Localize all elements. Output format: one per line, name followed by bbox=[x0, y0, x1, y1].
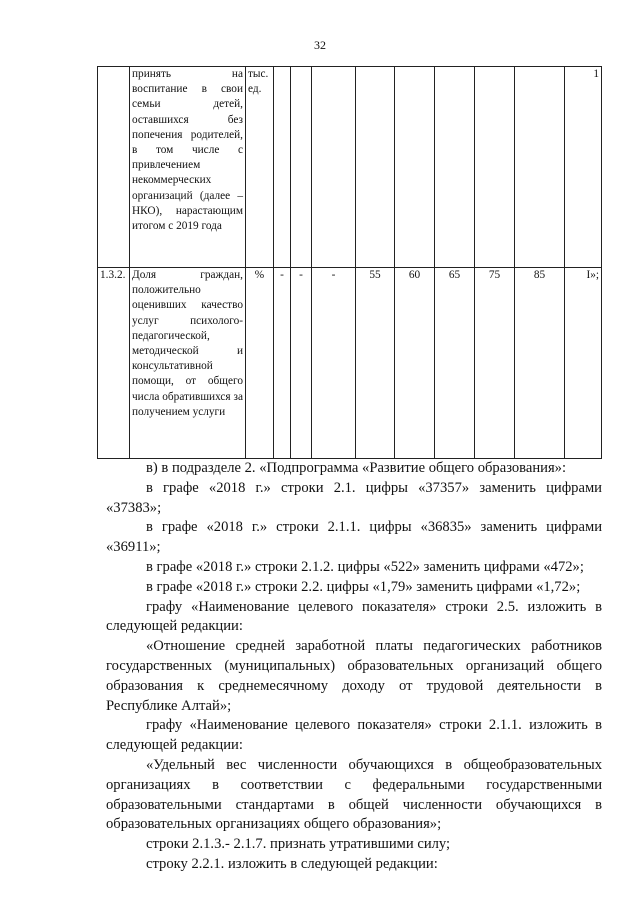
unit-cell: тыс. ед. bbox=[246, 67, 274, 268]
value-cell bbox=[312, 67, 356, 268]
value-cell bbox=[435, 67, 475, 268]
value-cell: 65 bbox=[435, 268, 475, 459]
value-cell: 60 bbox=[395, 268, 435, 459]
value-cell: - bbox=[312, 268, 356, 459]
paragraph: в) в подразделе 2. «Подпрограмма «Развитие общего образования»: bbox=[146, 460, 567, 476]
last-value-cell: I»; bbox=[565, 268, 602, 459]
paragraph: в графе «2018 г.» строки 2.2. цифры «1,79» заменить цифрами «1,72»; bbox=[146, 578, 581, 595]
paragraph: графу «Наименование целевого показателя» строки 2.1.1. изложить в следующей редакции: bbox=[106, 717, 602, 754]
value-cell bbox=[274, 67, 291, 268]
value-cell: 55 bbox=[356, 268, 395, 459]
row-number: 1.3.2. bbox=[98, 268, 130, 459]
value-cell bbox=[395, 67, 435, 268]
paragraph: в графе «2018 г.» строки 2.1. цифры «37357» заменить цифрами «37383»; bbox=[106, 479, 602, 516]
value-cell bbox=[475, 67, 515, 268]
last-value-cell: 1 bbox=[565, 67, 602, 268]
paragraph: «Удельный вес численности обучающихся в общеобразовательных организациях в соответствии с федеральными государственными образовательными стандартами в общей численности обучающихся в образовательных организациях общего образования»; bbox=[106, 756, 602, 833]
paragraph: графу «Наименование целевого показателя» строки 2.5. изложить в следующей редакции: bbox=[106, 598, 602, 635]
unit-cell: % bbox=[246, 268, 274, 459]
value-cell bbox=[356, 67, 395, 268]
paragraph: в графе «2018 г.» строки 2.1.1. цифры «36835» заменить цифрами «36911»; bbox=[106, 519, 602, 556]
indicators-table bbox=[97, 66, 602, 459]
page-number: 32 bbox=[314, 38, 326, 52]
paragraph: «Отношение средней заработной платы педагогических работников государственных (муниципальных) образовательных организаций общего образования к среднемесячному доходу от трудовой деятельности в Республике Алтай»; bbox=[106, 638, 602, 714]
paragraph: строку 2.2.1. изложить в следующей редакции: bbox=[146, 855, 438, 872]
table-row bbox=[98, 268, 602, 459]
value-cell: - bbox=[274, 268, 291, 459]
paragraph: в графе «2018 г.» строки 2.1.2. цифры «522» заменить цифрами «472»; bbox=[146, 558, 584, 575]
value-cell: 85 bbox=[515, 268, 565, 459]
indicator-name: Доля граждан, положительно оценивших качество услуг психолого-педагогической, методической и консультативной помощи, от общего числа обратившихся за получением услуги bbox=[130, 268, 246, 459]
value-cell: - bbox=[291, 268, 312, 459]
document-body bbox=[106, 459, 602, 875]
paragraph: строки 2.1.3.- 2.1.7. признать утратившими силу; bbox=[146, 836, 451, 853]
row-number bbox=[98, 67, 130, 268]
table-row bbox=[98, 67, 602, 268]
value-cell bbox=[291, 67, 312, 268]
value-cell bbox=[515, 67, 565, 268]
value-cell: 75 bbox=[475, 268, 515, 459]
indicator-name: принять на воспитание в свои семьи детей, оставшихся без попечения родителей, в том числе с привлечением некоммерческих организаций (далее –НКО), нарастающим итогом с 2019 года bbox=[130, 67, 246, 268]
